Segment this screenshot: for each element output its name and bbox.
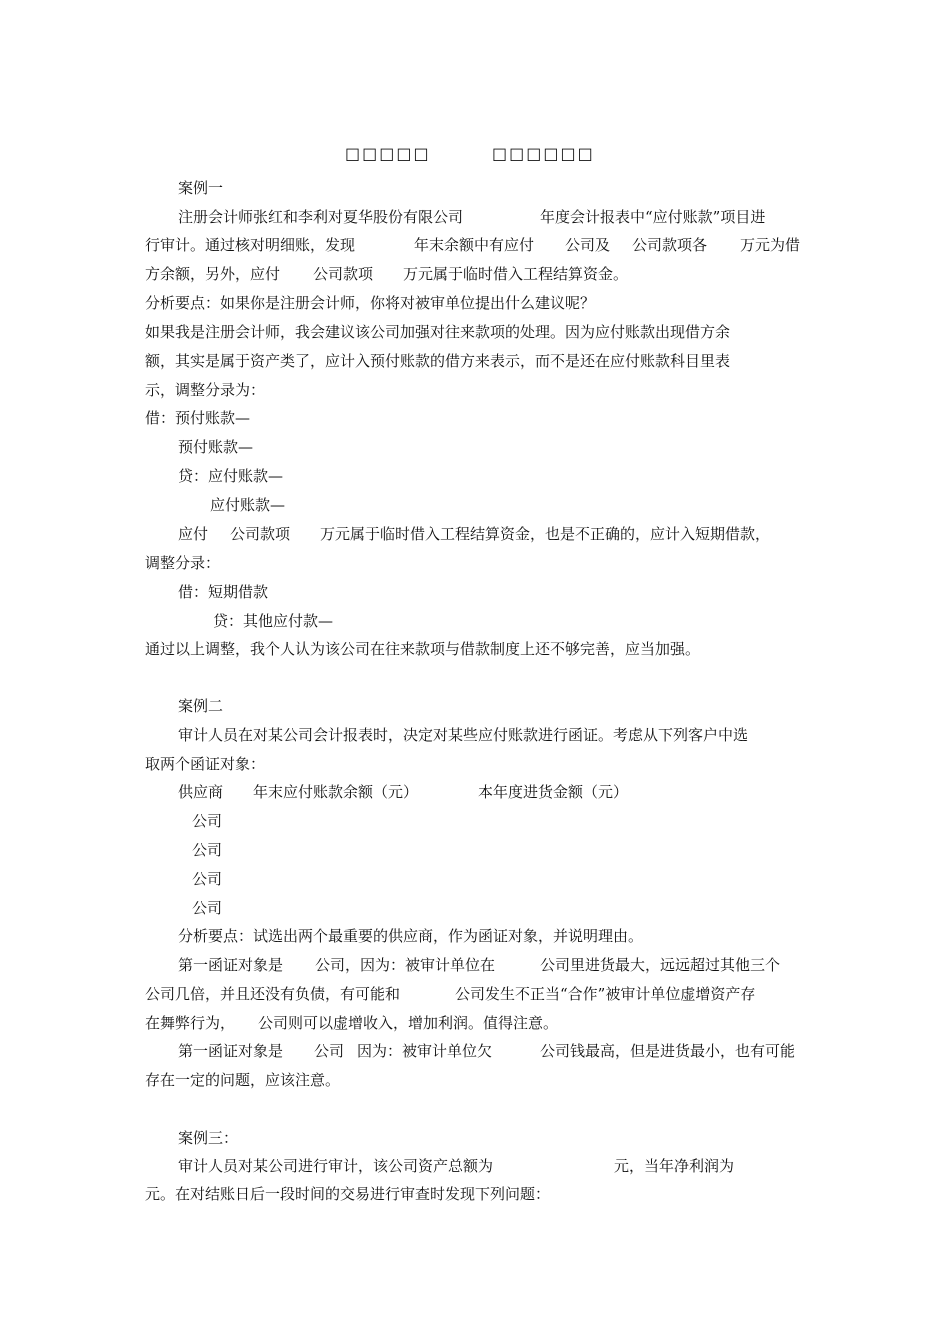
case2-answer-line: 存在一定的问题，应该注意。 — [145, 1071, 341, 1089]
table-header-supplier: 供应商 — [178, 783, 224, 801]
table-header-purchase: 本年度进货金额（元） — [478, 783, 629, 801]
case2-answer-line: 公司几倍，并且还没有负债，有可能和 — [145, 985, 401, 1003]
case2-heading: 案例二 — [178, 697, 224, 715]
table-row: 公司 — [192, 841, 223, 859]
journal-entry-line: 借：短期借款 — [178, 583, 269, 601]
case2-answer-line: 公司发生不正当“合作”被审计单位虚增资产存 — [455, 985, 756, 1003]
case2-answer-line: 在舞弊行为， — [145, 1014, 236, 1032]
case1-paragraph-line: 注册会计师张红和李利对夏华股份有限公司 — [178, 208, 464, 226]
journal-entry-line: 借：预付账款— — [145, 409, 251, 427]
case2-answer-line: 公司钱最高，但是进货最小，也有可能 — [540, 1042, 796, 1060]
journal-entry-line: 应付账款— — [210, 496, 286, 514]
case2-paragraph-line: 取两个函证对象： — [145, 755, 266, 773]
document-title-left: □□□□□ — [345, 144, 431, 163]
table-row: 公司 — [192, 812, 223, 830]
journal-entry-line: 贷：应付账款— — [178, 467, 284, 485]
case3-heading: 案例三： — [178, 1129, 239, 1147]
table-row: 公司 — [192, 899, 223, 917]
case3-paragraph-line: 审计人员对某公司进行审计，该公司资产总额为 — [178, 1157, 494, 1175]
case1-paragraph-line: 万元属于临时借入工程结算资金，也是不正确的，应计入短期借款， — [320, 525, 771, 543]
case1-paragraph-line: 公司款项各 — [632, 236, 708, 254]
case1-answer-line: 如果我是注册会计师，我会建议该公司加强对往来款项的处理。因为应付账款出现借方余 — [145, 323, 731, 341]
table-row: 公司 — [192, 870, 223, 888]
case1-heading: 案例一 — [178, 179, 224, 197]
case1-paragraph-line: 公司款项 — [230, 525, 291, 543]
case1-paragraph-line: 行审计。通过核对明细账，发现 — [145, 236, 356, 254]
case1-paragraph-line: 调整分录： — [145, 554, 221, 572]
case2-analysis: 分析要点：试选出两个最重要的供应商，作为函证对象，并说明理由。 — [178, 927, 644, 945]
document-title-right: □□□□□□ — [492, 144, 595, 163]
case2-answer-line: 第一函证对象是 — [178, 956, 284, 974]
case1-paragraph-line: 万元属于临时借入工程结算资金。 — [403, 265, 629, 283]
case1-analysis: 分析要点：如果你是注册会计师，你将对被审单位提出什么建议呢？ — [145, 294, 596, 312]
case1-paragraph-line: 万元为借 — [740, 236, 801, 254]
case3-paragraph-line: 元。在对结账日后一段时间的交易进行审查时发现下列问题： — [145, 1185, 551, 1203]
case2-answer-line: 公司，因为：被审计单位在 — [315, 956, 496, 974]
case2-paragraph-line: 审计人员在对某公司会计报表时，决定对某些应付账款进行函证。考虑从下列客户中选 — [178, 726, 749, 744]
case2-answer-line: 因为：被审计单位欠 — [357, 1042, 493, 1060]
case2-answer-line: 第一函证对象是 — [178, 1042, 284, 1060]
case2-answer-line: 公司里进货最大，远远超过其他三个 — [540, 956, 781, 974]
case1-paragraph-line: 应付 — [178, 525, 209, 543]
case2-answer-line: 公司则可以虚增收入，增加利润。值得注意。 — [258, 1014, 559, 1032]
journal-entry-line: 贷：其他应付款— — [213, 612, 334, 630]
case1-paragraph-line: 年度会计报表中“应付账款”项目进 — [540, 208, 766, 226]
journal-entry-line: 预付账款— — [178, 438, 254, 456]
case1-conclusion: 通过以上调整，我个人认为该公司在往来款项与借款制度上还不够完善，应当加强。 — [145, 640, 701, 658]
case3-paragraph-line: 元，当年净利润为 — [614, 1157, 735, 1175]
case1-answer-line: 示，调整分录为： — [145, 381, 266, 399]
case1-paragraph-line: 公司及 — [565, 236, 611, 254]
case1-paragraph-line: 公司款项 — [313, 265, 374, 283]
table-header-balance: 年末应付账款余额（元） — [253, 783, 419, 801]
case1-answer-line: 额，其实是属于资产类了，应计入预付账款的借方来表示，而不是还在应付账款科目里表 — [145, 352, 731, 370]
case2-answer-line: 公司 — [314, 1042, 345, 1060]
case1-paragraph-line: 方余额，另外，应付 — [145, 265, 281, 283]
case1-paragraph-line: 年末余额中有应付 — [414, 236, 535, 254]
